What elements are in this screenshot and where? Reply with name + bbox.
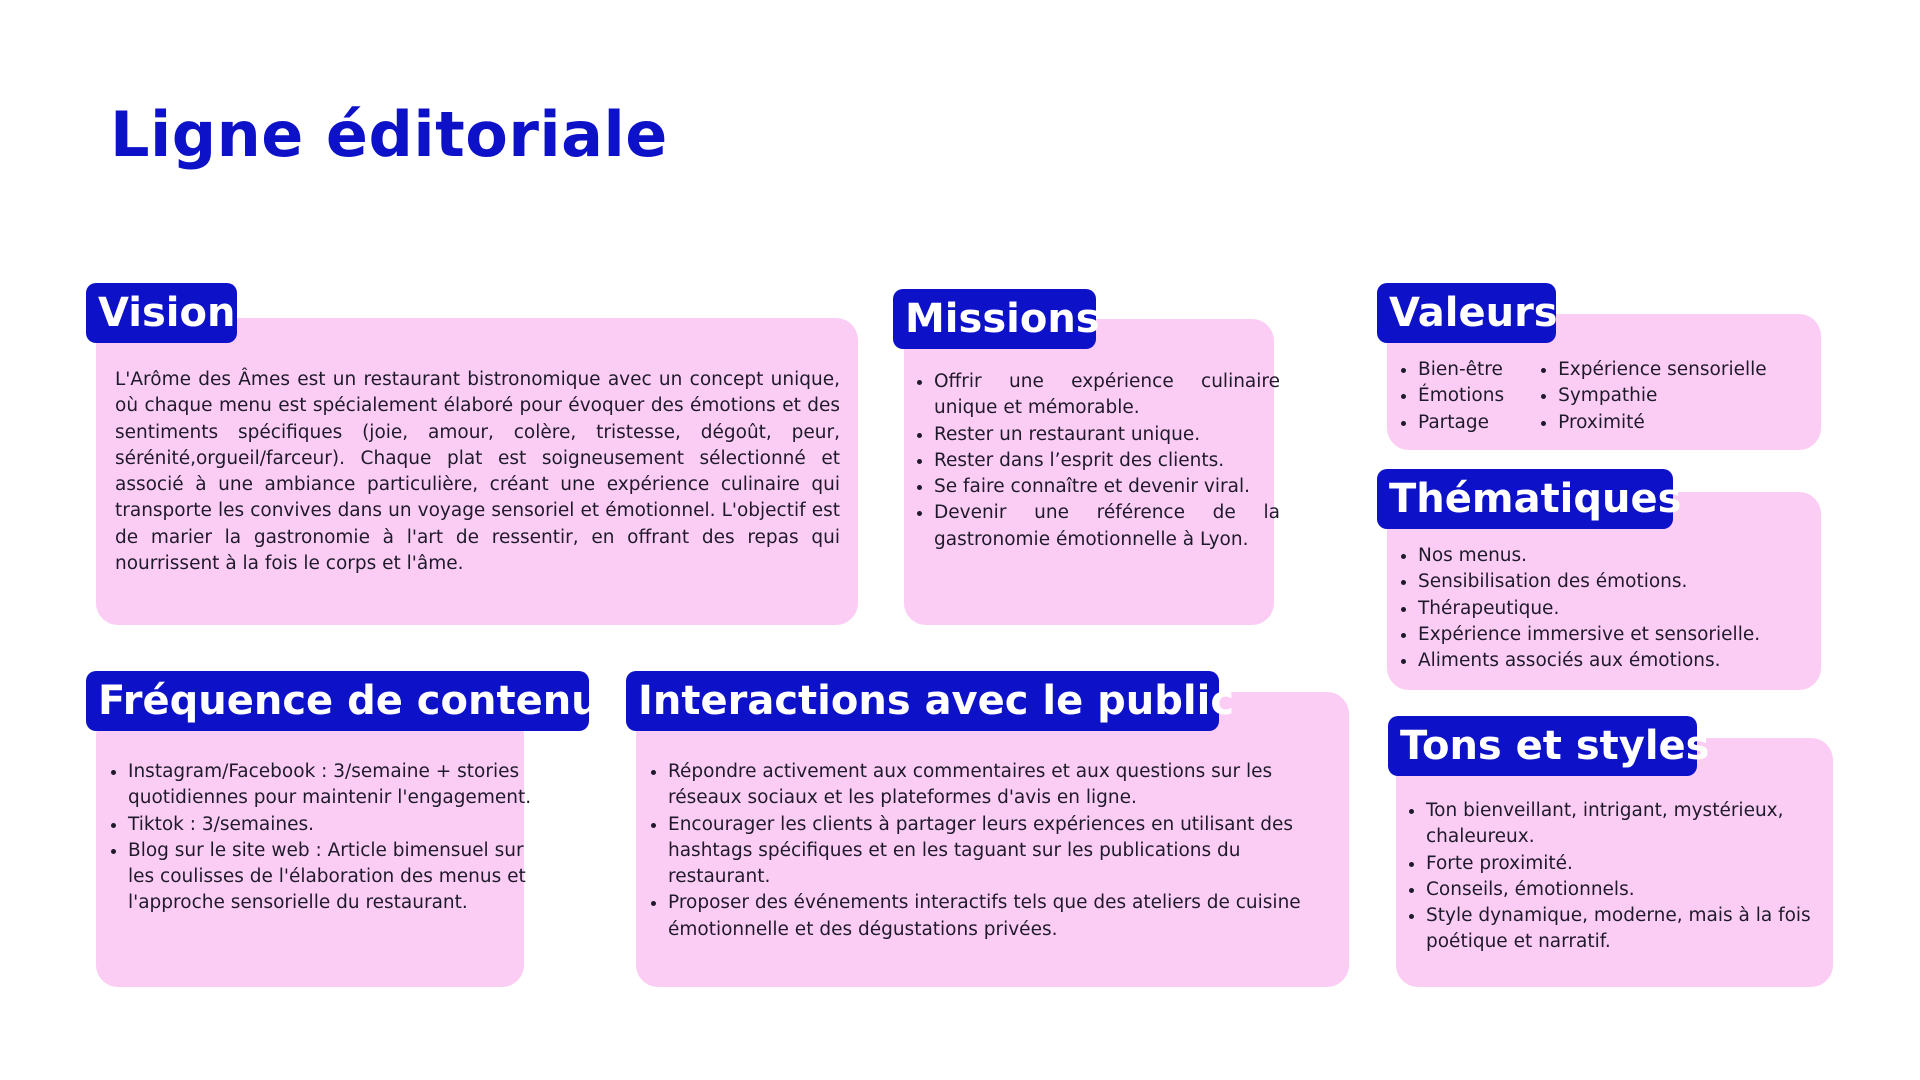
list-item: • Sensibilisation des émotions. [1418,569,1838,595]
list-item: • Instagram/Facebook : 3/semaine + stories quotidiennes pour maintenir l'engagement. [128,759,536,812]
list-item: • Sympathie [1558,383,1767,409]
list-item: • Émotions [1418,383,1504,409]
list-item: • Rester un restaurant unique. [934,422,1280,448]
list-item: • Proposer des événements interactifs tels que des ateliers de cuisine émotionnelle et des dégustations privées. [668,890,1348,943]
vision-heading: Vision [86,283,237,343]
vision-text: L'Arôme des Âmes est un restaurant bistronomique avec un concept unique, où chaque menu est spécialement élaboré pour évoquer des émotions et des sentiments spécifiques (joie, amour, colère, tristesse, dégoût, peur, sérénité,orgueil/farceur). Chaque plat est soigneusement sélectionné et associé à une ambiance particulière, créant une expérience culinaire qui transporte les convives dans un voyage sensoriel et émotionnel. L'objectif est de marier la gastronomie à l'art de ressentir, en offrant des repas qui nourrissent à la fois le corps et l'âme. [115,369,840,575]
thematiques-heading: Thématiques [1377,469,1673,529]
frequence-list [96,759,536,917]
frequence-heading: Fréquence de contenu [86,671,589,731]
list-item: • Expérience sensorielle [1558,357,1767,383]
list-item: • Forte proximité. [1426,851,1850,877]
valeurs-columns [1386,357,1767,436]
list-item: • Expérience immersive et sensorielle. [1418,622,1838,648]
list-item: • Aliments associés aux émotions. [1418,648,1838,674]
list-item: • Tiktok : 3/semaines. [128,812,536,838]
list-item: • Bien-être [1418,357,1504,383]
list-item: • Ton bienveillant, intrigant, mystérieux, chaleureux. [1426,798,1850,851]
valeurs-heading: Valeurs [1377,283,1556,343]
valeurs-list-2 [1526,357,1767,436]
interactions-list [636,759,1348,943]
list-item: • Encourager les clients à partager leurs expériences en utilisant des hashtags spécifiques et en les taguant sur les publications du restaurant. [668,812,1348,891]
valeurs-list-1 [1386,357,1504,436]
list-item: • Blog sur le site web : Article bimensuel sur les coulisses de l'élaboration des menus et l'approche sensorielle du restaurant. [128,838,536,917]
list-item: • Proximité [1558,410,1767,436]
list-item: • Conseils, émotionnels. [1426,877,1850,903]
list-item: • Thérapeutique. [1418,596,1838,622]
missions-list [902,369,1280,553]
list-item: • Offrir une expérience culinaire unique et mémorable. [934,369,1280,422]
list-item: • Devenir une référence de la gastronomie émotionnelle à Lyon. [934,500,1280,553]
list-item: • Style dynamique, moderne, mais à la fois poétique et narratif. [1426,903,1850,956]
tons-heading: Tons et styles [1388,716,1697,776]
missions-heading: Missions [893,289,1096,349]
thematiques-list [1386,543,1838,674]
list-item: • Nos menus. [1418,543,1838,569]
tons-list [1394,798,1850,956]
list-item: • Se faire connaître et devenir viral. [934,474,1280,500]
list-item: • Partage [1418,410,1504,436]
page-title: Ligne éditoriale [110,98,668,171]
interactions-heading: Interactions avec le public [626,671,1219,731]
list-item: • Rester dans l’esprit des clients. [934,448,1280,474]
list-item: • Répondre activement aux commentaires et aux questions sur les réseaux sociaux et les plateformes d'avis en ligne. [668,759,1348,812]
